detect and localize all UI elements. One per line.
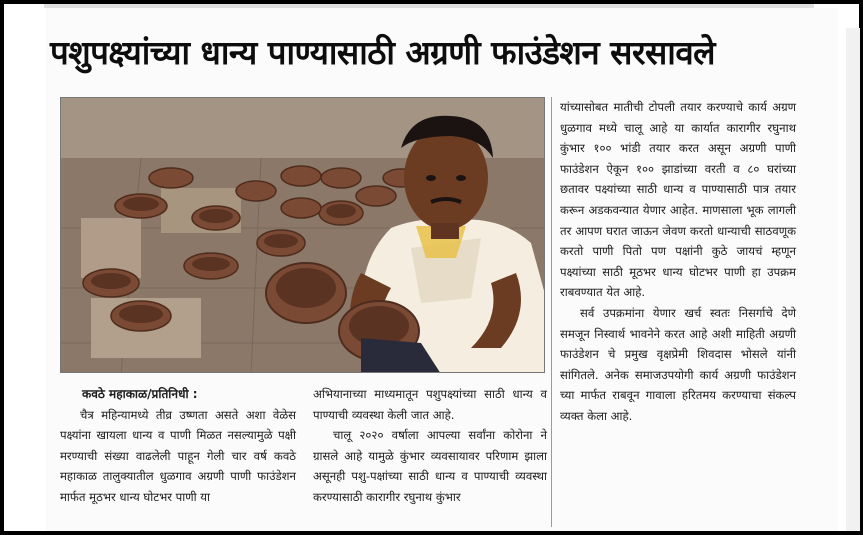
article-column-1 — [60, 384, 296, 508]
paragraph-3: चालू २०२० वर्षाला आपल्या सर्वांना कोरोना ने ग्रासले आहे यामुळे कुंभार व्यवसायावर परिणाम झाला असूनही पशु-पक्षांच्या साठी धान्य व पाण्याची व्यवस्था करण्यासाठी कारागीर रघुनाथ कुंभार — [313, 428, 547, 504]
byline: कवठे महाकाळ/प्रतिनिधी : — [82, 387, 198, 401]
article-photo — [60, 97, 545, 373]
paragraph-1: चैत्र महिन्यामध्ये तीव्र उष्णता असते अशा वेळेस पक्ष्यांना खायला धान्य व पाणी मिळत नसल्यामुळे पक्षी मरण्याची संख्या वाढलेली पाहून गेली चार वर्ष कवठे महाकाळ तालुक्यातील धुळगाव अग्रणी पाणी फाउंडेशन मार्फत मूठभर धान्य घोटभर पाणी या — [60, 407, 296, 504]
clipping-right-edge — [846, 28, 860, 531]
potter-photo-illustration — [61, 98, 545, 373]
article-column-2 — [313, 384, 547, 508]
article-column-3 — [560, 97, 796, 427]
column-divider — [551, 97, 552, 527]
paragraph-4: यांच्यासोबत मातीची टोपली तयार करण्याचे कार्य अग्रण धुळगाव मध्ये चालू आहे या कार्यात कारागीर रघुनाथ कुंभार १०० भांडी तयार करत असून अग्रणी पाणी फाउंडेशन ऐकून १०० झाडांच्या वरती व ८० घरांच्या छतावर पक्ष्यांच्या साठी धान्य व पाण्यासाठी पात्र तयार करून अडकवन्यात येणार आहेत. माणसाला भूक लागली तर आपण घरात जाऊन जेवण करतो धान्याची साठवणूक करतो पाणी पितो पण पक्षांनी कुठे जायचं म्हणून पक्ष्यांच्या साठी मूठभर धान्य घोटभर पाणी हा उपक्रम राबवण्यात येत आहे. — [560, 100, 796, 300]
paragraph-5: सर्व उपक्रमांना येणार खर्च स्वतः निसर्गाचे देणे समजून निस्वार्थ भावनेने करत आहे अशी माहिती अग्रणी फाउंडेशन चे प्रमुख वृक्षप्रेमी शिवदास भोसले यांनी सांगितले. अनेक समाजउपयोगी कार्य अग्रणी फाउंडेशन च्या मार्फत राबवून गावाला हरितमय करण्याचा संकल्प व्यक्त केला आहे. — [560, 305, 796, 423]
paragraph-2: अभियानाच्या माध्यमातून पशुपक्ष्यांच्या साठी धान्य व पाण्याची व्यवस्था केली जात आहे. — [313, 387, 547, 422]
article-headline: पशुपक्ष्यांच्या धान्य पाण्यासाठी अग्रणी फाउंडेशन सरसावले — [50, 33, 716, 72]
